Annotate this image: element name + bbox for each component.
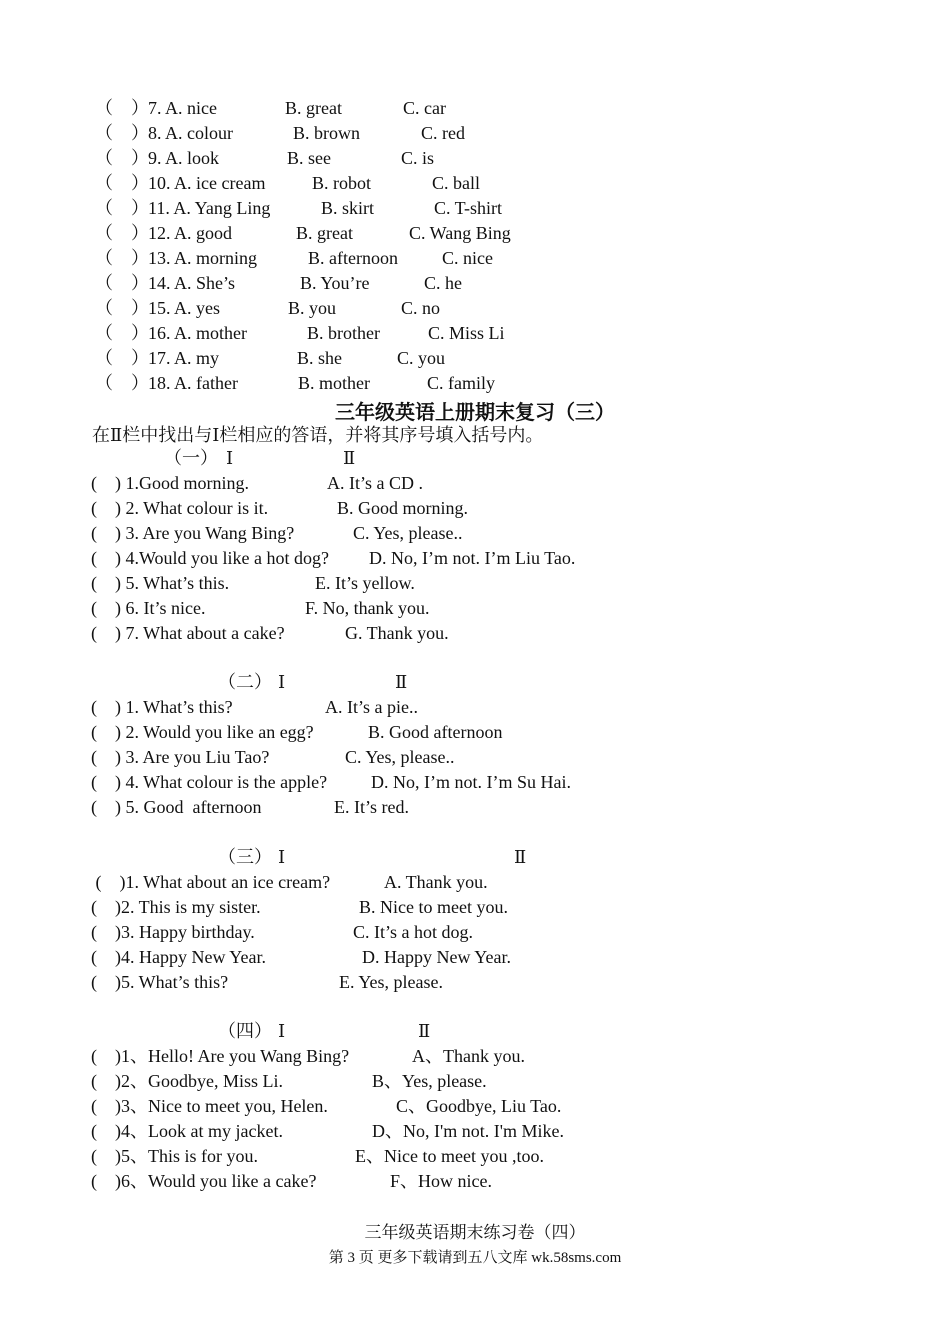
match-row [0,870,488,894]
match-row [0,546,576,570]
answer: C. Yes, please.. [353,523,463,543]
option-b: B. skirt [321,198,375,218]
match-row [0,1069,487,1093]
choice-row [0,296,441,320]
question[interactable]: ( )3. Happy birthday. [91,922,255,942]
question[interactable]: ( ) 5. Good afternoon [91,797,262,817]
option-c: C. Miss Li [428,323,505,343]
option-c: C. you [397,348,446,368]
answer: B. Nice to meet you. [359,897,508,917]
question[interactable]: ( ) 4.Would you like a hot dog? [91,548,330,568]
answer: D、No, I'm not. I'm Mike. [372,1121,564,1141]
option-b: B. see [287,148,331,168]
option-c: C. Wang Bing [409,223,511,243]
question[interactable]: ( )1. What about an ice cream? [91,872,331,892]
match-row [0,1119,564,1143]
option-b: B. afternoon [308,248,398,268]
answer: E、Nice to meet you ,too. [355,1146,544,1166]
answer: E. It’s yellow. [315,573,415,593]
match-row [0,571,415,595]
option-b: B. You’re [300,273,370,293]
group-label: （三） [218,847,272,867]
option-a: 9. A. look [148,148,220,168]
answer-paren[interactable]: （ ） [95,373,149,393]
match-row [0,795,409,819]
question[interactable]: ( ) 2. What colour is it. [91,498,269,518]
question[interactable]: ( ) 2. Would you like an egg? [91,722,314,742]
match-row [0,471,423,495]
answer: E. It’s red. [334,797,409,817]
match-row [0,920,473,944]
match-row [0,1144,544,1168]
answer: D. No, I’m not. I’m Su Hai. [371,772,571,792]
option-a: 10. A. ice cream [148,173,266,193]
answer-paren[interactable]: （ ） [95,98,149,118]
option-c: C. nice [442,248,493,268]
question[interactable]: ( )4. Happy New Year. [91,947,266,967]
question[interactable]: ( ) 1.Good morning. [91,473,249,493]
match-row [0,621,449,645]
match-row [0,895,508,919]
choice-row [0,371,495,395]
option-a: 11. A. Yang Ling [148,198,271,218]
answer: B、Yes, please. [372,1071,487,1091]
answer: A. It’s a CD . [327,473,423,493]
choice-row [0,271,462,295]
column-ii-label: Ⅱ [395,672,408,692]
option-a: 16. A. mother [148,323,247,343]
option-b: B. brown [293,123,360,143]
match-row [0,970,443,994]
question[interactable]: ( ) 1. What’s this? [91,697,233,717]
instruction-text: 在Ⅱ栏中找出与Ⅰ栏相应的答语，并将其序号填入括号内。 [92,425,544,445]
question[interactable]: ( )2. This is my sister. [91,897,261,917]
answer: D. Happy New Year. [362,947,511,967]
column-ii-label: Ⅱ [418,1021,431,1041]
section-title: 三年级英语上册期末复习（三） [335,402,615,424]
match-row [0,596,430,620]
page-footer: 第 3 页 更多下载请到五八文库 wk.58sms.com [328,1250,622,1266]
match-row [0,945,511,969]
question[interactable]: ( ) 4. What colour is the apple? [91,772,328,792]
question[interactable]: ( )5、This is for you. [91,1146,258,1166]
column-i-label: Ⅰ [278,672,286,692]
question[interactable]: ( ) 3. Are you Wang Bing? [91,523,295,543]
answer: B. Good morning. [337,498,469,518]
column-ii-label: Ⅱ [514,847,527,867]
match-row [0,521,463,545]
column-i-label: Ⅰ [226,448,234,468]
answer: F. No, thank you. [305,598,430,618]
question[interactable]: ( ) 6. It’s nice. [91,598,206,618]
answer: D. No, I’m not. I’m Liu Tao. [369,548,576,568]
choice-row [0,221,511,245]
answer: F、How nice. [390,1171,492,1191]
choice-row [0,346,446,370]
choice-row [0,146,435,170]
group-header [0,670,408,694]
match-row [0,695,418,719]
answer: A. It’s a pie.. [325,697,418,717]
group-label: （四） [218,1021,272,1041]
group-header [0,1019,431,1043]
answer-paren[interactable]: （ ） [95,348,149,368]
match-row [0,720,503,744]
option-c: C. family [427,373,495,393]
question[interactable]: ( ) 3. Are you Liu Tao? [91,747,270,767]
question[interactable]: ( )6、Would you like a cake? [91,1171,317,1191]
option-a: 12. A. good [148,223,233,243]
match-row [0,496,469,520]
option-a: 13. A. morning [148,248,258,268]
question[interactable]: ( )4、Look at my jacket. [91,1121,283,1141]
answer: E. Yes, please. [339,972,443,992]
group-header [0,446,356,470]
answer: C. Yes, please.. [345,747,455,767]
match-row [0,1044,525,1068]
option-b: B. mother [298,373,370,393]
answer-paren[interactable]: （ ） [95,198,149,218]
choice-row [0,121,465,145]
answer-paren[interactable]: （ ） [95,298,149,318]
option-b: B. she [297,348,342,368]
answer-paren[interactable]: （ ） [95,323,149,343]
next-section-title: 三年级英语期末练习卷（四） [364,1223,586,1242]
answer-paren[interactable]: （ ） [95,248,149,268]
option-c: C. red [421,123,465,143]
option-a: 14. A. She’s [148,273,236,293]
option-a: 17. A. my [148,348,220,368]
question[interactable]: ( )3、Nice to meet you, Helen. [91,1096,328,1116]
answer: G. Thank you. [345,623,449,643]
question[interactable]: ( )5. What’s this? [91,972,229,992]
group-label: （一） [164,448,218,468]
option-c: C. T-shirt [434,198,503,218]
answer-paren[interactable]: （ ） [95,148,149,168]
match-row [0,770,571,794]
group-header [0,845,527,869]
answer-paren[interactable]: （ ） [95,273,149,293]
choice-row [0,171,480,195]
option-c: C. ball [432,173,480,193]
option-b: B. great [296,223,353,243]
option-a: 18. A. father [148,373,238,393]
answer-paren[interactable]: （ ） [95,173,149,193]
choice-row [0,196,503,220]
answer: A、Thank you. [412,1046,525,1066]
choice-row [0,96,446,120]
option-c: C. no [401,298,441,318]
column-i-label: Ⅰ [278,1021,286,1041]
answer-paren[interactable]: （ ） [95,123,149,143]
question[interactable]: ( )1、Hello! Are you Wang Bing? [91,1046,350,1066]
option-b: B. you [288,298,337,318]
answer: A. Thank you. [384,872,488,892]
choice-row [0,321,505,345]
match-row [0,745,455,769]
column-ii-label: Ⅱ [343,448,356,468]
option-a: 15. A. yes [148,298,220,318]
option-b: B. great [285,98,342,118]
option-b: B. robot [312,173,372,193]
match-row [0,1094,562,1118]
question[interactable]: ( )2、Goodbye, Miss Li. [91,1071,283,1091]
option-a: 8. A. colour [148,123,233,143]
question[interactable]: ( ) 5. What’s this. [91,573,230,593]
question[interactable]: ( ) 7. What about a cake? [91,623,285,643]
option-c: C. is [401,148,435,168]
option-c: C. he [424,273,462,293]
choice-row [0,246,493,270]
option-b: B. brother [307,323,380,343]
match-row [0,1169,492,1193]
column-i-label: Ⅰ [278,847,286,867]
answer: C、Goodbye, Liu Tao. [396,1096,562,1116]
answer-paren[interactable]: （ ） [95,223,149,243]
answer: C. It’s a hot dog. [353,922,473,942]
answer: B. Good afternoon [368,722,503,742]
option-c: C. car [403,98,446,118]
group-label: （二） [218,672,272,692]
option-a: 7. A. nice [148,98,217,118]
